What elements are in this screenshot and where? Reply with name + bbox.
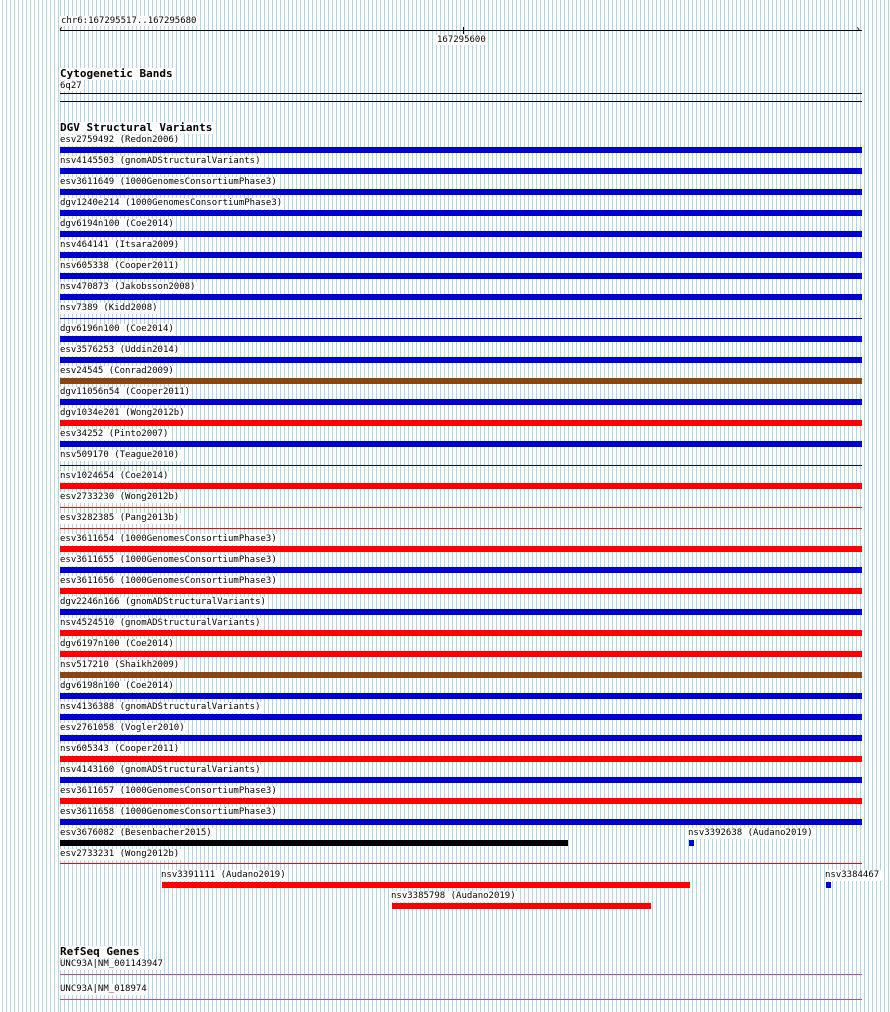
variant-study: (Coe2014) — [125, 219, 174, 229]
variant-id: nsv3384467 — [825, 870, 880, 880]
region-label: chr6:167295517..167295680 — [61, 16, 197, 26]
variant-study: (Audano2019) — [747, 828, 813, 838]
variant-label[interactable] — [60, 177, 279, 188]
variant-id: esv2759492 — [60, 135, 115, 145]
variant-id: esv3611649 — [60, 177, 115, 187]
variant-line[interactable] — [60, 465, 862, 466]
gene-label[interactable]: UNC93A|NM_001143947 — [60, 959, 163, 969]
variant-id: nsv4145503 — [60, 156, 115, 166]
variant-bar[interactable] — [60, 651, 862, 657]
variant-label[interactable] — [60, 261, 181, 272]
variant-bar[interactable] — [60, 483, 862, 489]
variant-id: nsv3392638 — [688, 828, 743, 838]
variant-id: esv3576253 — [60, 345, 115, 355]
variant-label[interactable] — [60, 219, 176, 230]
variant-study: (Pang2013b) — [119, 513, 180, 523]
variant-study: (gnomADStructuralVariants) — [125, 597, 266, 607]
variant-label[interactable] — [60, 429, 170, 440]
variant-label[interactable] — [60, 492, 181, 503]
refseq-genes-title: RefSeq Genes — [60, 945, 140, 958]
variant-study: (Audano2019) — [220, 870, 286, 880]
variant-bar[interactable] — [60, 672, 862, 678]
variant-bar[interactable] — [60, 357, 862, 363]
variant-label[interactable] — [60, 660, 181, 671]
variant-label[interactable] — [60, 366, 176, 377]
variant-bar[interactable] — [60, 777, 862, 783]
variant-id: dgv1034e201 — [60, 408, 120, 418]
variant-label[interactable] — [60, 345, 181, 356]
variant-label[interactable] — [60, 450, 181, 461]
variant-label[interactable] — [161, 870, 288, 881]
variant-study: (1000GenomesConsortiumPhase3) — [125, 198, 283, 208]
variant-study: (gnomADStructuralVariants) — [119, 618, 261, 628]
variant-label[interactable] — [60, 639, 176, 650]
cytoband-line — [60, 93, 862, 94]
variant-line[interactable] — [60, 318, 862, 319]
variant-label[interactable] — [60, 744, 181, 755]
variant-id: nsv3391111 — [161, 870, 216, 880]
variant-id: esv2733231 — [60, 849, 115, 859]
variant-bar[interactable] — [60, 210, 862, 216]
variant-id: esv34252 — [60, 429, 104, 439]
ruler-tick — [463, 27, 464, 34]
variant-bar[interactable] — [60, 147, 862, 153]
variant-bar[interactable] — [60, 840, 568, 846]
variant-id: nsv3385798 — [391, 891, 446, 901]
variant-id: dgv6196n100 — [60, 324, 120, 334]
variant-id: esv3611657 — [60, 786, 115, 796]
variant-bar[interactable] — [689, 840, 694, 846]
variant-id: esv3611655 — [60, 555, 115, 565]
variant-study: (Coe2014) — [119, 471, 169, 481]
variant-id: nsv4143160 — [60, 765, 115, 775]
gene-line — [60, 999, 862, 1000]
variant-bar[interactable] — [60, 567, 862, 573]
variant-bar[interactable] — [60, 546, 862, 552]
variant-label[interactable] — [60, 408, 187, 419]
variant-study: (Wong2012b) — [125, 408, 185, 418]
variant-label[interactable] — [60, 156, 263, 167]
variant-study: (Coe2014) — [125, 324, 174, 334]
gene-line — [60, 974, 862, 975]
variant-study: (Coe2014) — [125, 639, 174, 649]
variant-id: esv3676082 — [60, 828, 115, 838]
variant-id: nsv509170 — [60, 450, 109, 460]
variant-id: nsv517210 — [60, 660, 109, 670]
variant-label[interactable] — [60, 786, 279, 797]
variant-label[interactable] — [60, 324, 176, 335]
variant-label[interactable] — [391, 891, 518, 902]
variant-label[interactable] — [60, 765, 263, 776]
variant-bar[interactable] — [162, 882, 690, 888]
variant-id: esv3611654 — [60, 534, 115, 544]
variant-id: nsv1024654 — [60, 471, 115, 481]
variant-id: nsv4524510 — [60, 618, 115, 628]
variant-study: (Cooper2011) — [125, 387, 191, 397]
variant-study: (Jakobsson2008) — [114, 282, 196, 292]
variant-label[interactable] — [60, 555, 279, 566]
variant-label[interactable] — [60, 282, 197, 293]
variant-id: nsv464141 — [60, 240, 109, 250]
variant-bar[interactable] — [60, 756, 862, 762]
variant-label[interactable] — [60, 198, 284, 209]
cytoband-label[interactable]: 6q27 — [60, 81, 82, 91]
variant-bar[interactable] — [60, 693, 862, 699]
variant-bar[interactable] — [60, 798, 862, 804]
variant-label[interactable] — [60, 723, 187, 734]
variant-id: esv2761058 — [60, 723, 115, 733]
variant-label[interactable] — [60, 240, 181, 251]
variant-id: esv3611656 — [60, 576, 115, 586]
ruler-axis — [60, 30, 862, 31]
variant-bar[interactable] — [60, 441, 862, 447]
ruler-tick-label: 167295600 — [437, 35, 486, 45]
variant-label[interactable] — [60, 513, 181, 524]
variant-id: dgv6194n100 — [60, 219, 120, 229]
variant-study: (Teague2010) — [114, 450, 180, 460]
variant-label[interactable] — [825, 870, 881, 881]
variant-bar[interactable] — [60, 399, 862, 405]
variant-label[interactable] — [60, 597, 268, 608]
variant-label[interactable] — [688, 828, 815, 839]
variant-bar[interactable] — [826, 882, 831, 888]
variant-bar[interactable] — [60, 168, 862, 174]
variant-id: dgv11056n54 — [60, 387, 120, 397]
variant-study: (1000GenomesConsortiumPhase3) — [119, 786, 277, 796]
variant-bar[interactable] — [60, 609, 862, 615]
variant-bar[interactable] — [60, 819, 862, 825]
variant-study: (Wong2012b) — [119, 849, 180, 859]
variant-id: nsv7389 — [60, 303, 98, 313]
variant-label[interactable] — [60, 681, 176, 692]
variant-id: dgv2246n166 — [60, 597, 120, 607]
variant-label[interactable] — [60, 576, 279, 587]
variant-study: (Besenbacher2015) — [119, 828, 212, 838]
cytoband-line — [60, 101, 862, 102]
variant-study: (gnomADStructuralVariants) — [119, 156, 261, 166]
variant-study: (Redon2006) — [119, 135, 180, 145]
variant-study: (Cooper2011) — [114, 261, 180, 271]
variant-id: nsv470873 — [60, 282, 109, 292]
variant-id: esv2733230 — [60, 492, 115, 502]
variant-bar[interactable] — [60, 378, 862, 384]
variant-line[interactable] — [60, 528, 862, 529]
variant-id: nsv4136388 — [60, 702, 115, 712]
variant-study: (Coe2014) — [125, 681, 174, 691]
variant-bar[interactable] — [60, 273, 862, 279]
variant-id: esv24545 — [60, 366, 104, 376]
variant-bar[interactable] — [60, 420, 862, 426]
variant-bar[interactable] — [60, 189, 862, 195]
variant-id: esv3611658 — [60, 807, 115, 817]
variant-study: (Uddin2014) — [119, 345, 180, 355]
variant-study: (1000GenomesConsortiumPhase3) — [119, 177, 277, 187]
variant-label[interactable] — [60, 471, 170, 482]
variant-study: (Pinto2007) — [108, 429, 169, 439]
variant-study: (1000GenomesConsortiumPhase3) — [119, 576, 277, 586]
variant-id: dgv1240e214 — [60, 198, 120, 208]
variant-bar[interactable] — [60, 714, 862, 720]
variant-line[interactable] — [60, 863, 862, 864]
variant-study: (1000GenomesConsortiumPhase3) — [119, 807, 277, 817]
variant-label[interactable] — [60, 828, 214, 839]
variant-bar[interactable] — [60, 336, 862, 342]
variant-bar[interactable] — [60, 252, 862, 258]
variant-study: (Conrad2009) — [108, 366, 174, 376]
variant-bar[interactable] — [60, 294, 862, 300]
dgv-track-title: DGV Structural Variants — [60, 121, 213, 134]
variant-label[interactable] — [60, 303, 160, 314]
variant-study: (Wong2012b) — [119, 492, 180, 502]
variant-study: (Shaikh2009) — [114, 660, 180, 670]
variant-study: (Itsara2009) — [114, 240, 180, 250]
variant-line[interactable] — [60, 507, 862, 508]
variant-id: nsv605338 — [60, 261, 109, 271]
gene-label[interactable]: UNC93A|NM_018974 — [60, 984, 147, 994]
variant-bar[interactable] — [60, 735, 862, 741]
variant-study: (Audano2019) — [450, 891, 516, 901]
cytogenetic-bands-title: Cytogenetic Bands — [60, 67, 173, 80]
variant-bar[interactable] — [60, 231, 862, 237]
variant-study: (Cooper2011) — [114, 744, 180, 754]
variant-label[interactable] — [60, 387, 192, 398]
variant-bar[interactable] — [392, 903, 651, 909]
coordinate-ruler — [0, 0, 890, 60]
variant-study: (Kidd2008) — [103, 303, 158, 313]
variant-study: (Vogler2010) — [119, 723, 185, 733]
variant-bar[interactable] — [60, 588, 862, 594]
variant-study: (gnomADStructuralVariants) — [119, 702, 261, 712]
scroll-right-arrow-icon[interactable]: › — [855, 24, 862, 35]
variant-id: nsv605343 — [60, 744, 109, 754]
variant-id: dgv6198n100 — [60, 681, 120, 691]
variant-label[interactable] — [60, 849, 181, 860]
variant-study: (1000GenomesConsortiumPhase3) — [119, 534, 277, 544]
scroll-left-arrow-icon[interactable]: ‹ — [58, 24, 65, 35]
variant-label[interactable] — [60, 807, 279, 818]
variant-label[interactable] — [60, 618, 263, 629]
variant-study: (gnomADStructuralVariants) — [119, 765, 261, 775]
variant-bar[interactable] — [60, 630, 862, 636]
variant-id: dgv6197n100 — [60, 639, 120, 649]
variant-study: (1000GenomesConsortiumPhase3) — [119, 555, 277, 565]
variant-label[interactable] — [60, 534, 279, 545]
variant-label[interactable] — [60, 702, 263, 713]
variant-label[interactable] — [60, 135, 181, 146]
variant-id: esv3282385 — [60, 513, 115, 523]
